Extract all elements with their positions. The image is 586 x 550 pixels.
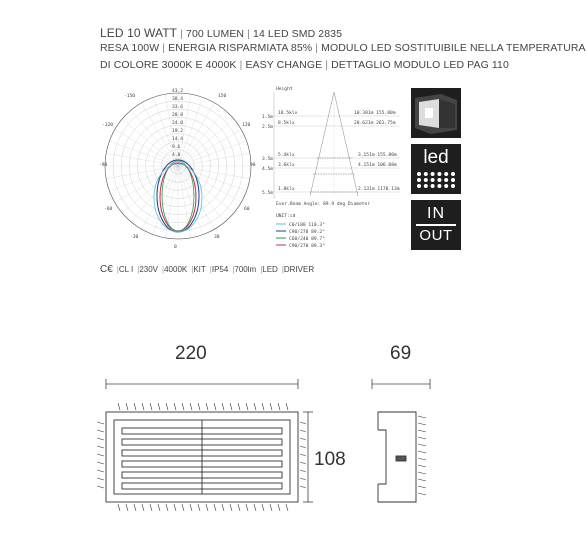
- radial-label: 14.4: [172, 137, 184, 142]
- class-label: CL I: [118, 265, 134, 274]
- side-ticks: [418, 416, 426, 495]
- title-line-3: [100, 59, 509, 71]
- energy-saved-text: ENERGIA RISPARMIATA 85%: [168, 42, 313, 54]
- replaceable-module-text: MODULO LED SOSTITUIBILE NELLA TEMPERATURA: [321, 42, 586, 54]
- legend-entry: C0/180 110.3°: [289, 223, 325, 228]
- legend-entry: C90/270 89.2°: [289, 230, 325, 235]
- separator: |: [162, 42, 166, 54]
- separator: |: [260, 265, 263, 274]
- side-view: [378, 412, 426, 502]
- separator: |: [137, 265, 140, 274]
- radial-label: 24.0: [172, 121, 184, 126]
- separator: |: [191, 265, 194, 274]
- kit-label: KIT: [193, 265, 206, 274]
- led-dots-icon: [411, 171, 461, 191]
- wattage-text: LED 10 WATT: [100, 26, 178, 40]
- separator: |: [116, 265, 119, 274]
- ce-mark: C€: [100, 264, 113, 275]
- height-value: 3.5m: [262, 157, 274, 162]
- equivalent-text: RESA 100W: [100, 42, 160, 54]
- lux-value: 8.5klx: [278, 121, 295, 126]
- separator: |: [281, 265, 284, 274]
- radial-label: 43.2: [172, 89, 184, 94]
- angle-label: 60: [244, 207, 250, 212]
- radial-label: 33.6: [172, 105, 184, 110]
- cone-height-labels: [262, 114, 273, 196]
- height-value: 5.5m: [262, 191, 274, 196]
- grille-bars: [122, 420, 282, 494]
- separator: |: [239, 59, 243, 71]
- ip-label: IP54: [211, 265, 229, 274]
- separator: |: [325, 59, 329, 71]
- separator: |: [162, 265, 165, 274]
- width-dimension-line: [106, 379, 298, 389]
- polar-diagram: [100, 84, 258, 252]
- angle-label: -90: [99, 163, 108, 168]
- title-line-2: [100, 42, 586, 54]
- height-dimension: 108: [314, 449, 346, 470]
- width-dimension: 220: [175, 343, 207, 364]
- lux-value: 5.4klx: [278, 153, 295, 158]
- separator: |: [232, 265, 235, 274]
- certification-row: [100, 264, 314, 275]
- diameter-value: 3.151m 155.80m: [358, 153, 397, 158]
- diameter-value: 4.151m 106.08m: [358, 163, 397, 168]
- height-label: Height: [276, 87, 293, 92]
- lux-value: 18.5klx: [278, 111, 298, 116]
- angle-label: 120: [242, 123, 251, 128]
- front-view: [97, 403, 306, 511]
- depth-dimension-line: [372, 379, 430, 389]
- angle-label: -120: [102, 123, 114, 128]
- cone-lux-labels: [278, 110, 298, 192]
- cone-diagram: [262, 84, 404, 254]
- angle-label: -150: [124, 94, 136, 99]
- separator: |: [209, 265, 212, 274]
- separator: |: [180, 28, 183, 40]
- radial-label: 9.6: [172, 145, 181, 150]
- diameter-value: 2.131m 1170.13m: [358, 187, 400, 192]
- led-icon-text: led: [423, 147, 449, 168]
- cone-diameter-labels: [354, 110, 400, 192]
- angle-label: 0: [174, 245, 177, 250]
- cone-shape: [310, 92, 358, 196]
- legend: [276, 222, 325, 249]
- height-value: 4.5m: [262, 167, 274, 172]
- height-dimension-line: [303, 412, 313, 502]
- separator: |: [247, 28, 250, 40]
- angle-label: -30: [130, 235, 139, 240]
- radial-label: 4.8: [172, 153, 181, 158]
- angle-label: 150: [218, 94, 227, 99]
- module-detail-text: DETTAGLIO MODULO LED PAG 110: [331, 59, 509, 71]
- separator: |: [315, 42, 319, 54]
- height-value: 2.5m: [262, 125, 274, 130]
- out-text: OUT: [419, 226, 453, 244]
- lumen-text: 700 LUMEN: [186, 28, 245, 40]
- radial-label: 19.2: [172, 129, 184, 134]
- easy-change-text: EASY CHANGE: [245, 59, 323, 71]
- voltage-label: 230V: [139, 265, 159, 274]
- led-module-icon: [411, 88, 461, 138]
- radial-label: 38.4: [172, 97, 184, 102]
- angle-label: -60: [104, 207, 113, 212]
- in-out-icon: [411, 200, 461, 250]
- color-temperature-text: DI COLORE 3000K E 4000K: [100, 59, 237, 71]
- angle-label: 30: [214, 235, 220, 240]
- lux-value: 3.6klx: [278, 163, 295, 168]
- depth-dimension: 69: [390, 343, 412, 364]
- led-icon: [411, 144, 461, 194]
- driver-label: DRIVER: [283, 265, 315, 274]
- beam-angle-footer: Ever.Beam Angle: 89.9 deg Diameter: [276, 202, 371, 207]
- kelvin-label: 4000K: [164, 265, 188, 274]
- led-label: LED: [262, 265, 278, 274]
- unit-label: UNIT:cd: [276, 214, 296, 219]
- legend-entry: C60/240 89.7°: [289, 237, 325, 242]
- diameter-value: 10.301m 155.80m: [354, 111, 396, 116]
- diameter-value: 20.621m 261.75m: [354, 121, 396, 126]
- height-value: 1.5m: [262, 115, 274, 120]
- angle-label: 90: [250, 163, 256, 168]
- lux-value: 1.8klx: [278, 187, 295, 192]
- polar-radial-labels: [172, 88, 183, 158]
- edge-ticks: [97, 403, 306, 511]
- in-text: IN: [427, 205, 445, 222]
- in-out-divider: [416, 224, 456, 226]
- title-line-1: [100, 26, 342, 40]
- radial-label: 28.8: [172, 113, 184, 118]
- module-icon: [411, 88, 461, 138]
- lumen-label: 700lm: [234, 265, 257, 274]
- technical-drawing: [96, 376, 456, 526]
- legend-entry: C90/270 89.3°: [289, 244, 325, 249]
- led-count-text: 14 LED SMD 2835: [253, 28, 343, 40]
